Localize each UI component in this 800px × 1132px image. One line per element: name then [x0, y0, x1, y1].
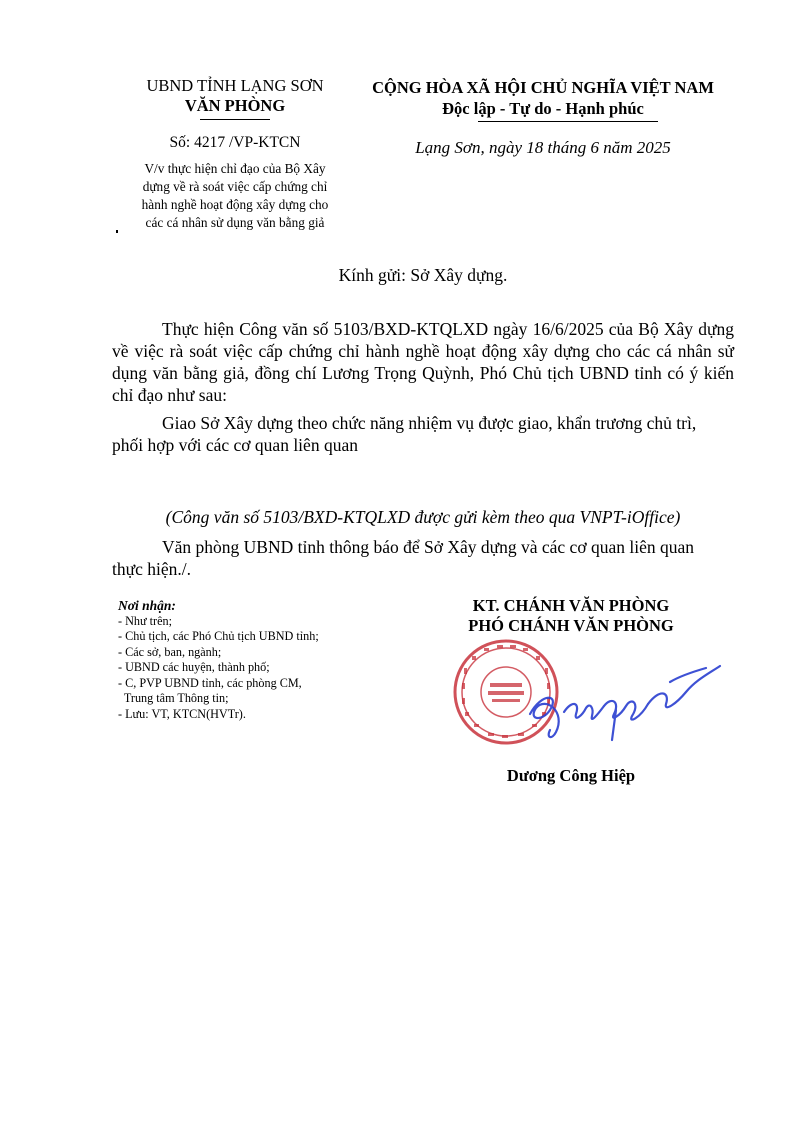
office-name: VĂN PHÒNG [184, 96, 286, 115]
recipient-item: - C, PVP UBND tỉnh, các phòng CM, [118, 675, 302, 690]
redacted-text-area [385, 434, 735, 458]
recipient-item: Trung tâm Thông tin; [118, 691, 229, 705]
salutation: Kính gửi: Sở Xây dựng. [338, 265, 508, 285]
national-motto: Độc lập - Tự do - Hạnh phúc [442, 99, 644, 118]
closing-line2: thực hiện./. [112, 559, 191, 579]
recipient-item: - Chủ tịch, các Phó Chủ tịch UBND tỉnh; [118, 629, 319, 643]
signer-name: Dương Công Hiệp [506, 766, 636, 785]
paragraph-assignment-line2: phối hợp với các cơ quan liên quan [112, 435, 358, 455]
recipient-item: - UBND các huyện, thành phố; [118, 660, 270, 674]
subject-line: các cá nhân sử dụng văn bằng giả [145, 215, 325, 230]
subject-block [110, 160, 360, 232]
recipients-list [118, 598, 319, 722]
recipient-item: - Các sở, ban, ngành; [118, 644, 222, 659]
stray-mark [116, 230, 118, 233]
paragraph-assignment-line1: Giao Sở Xây dựng theo chức năng nhiệm vụ được giao, khẩn trương chủ trì, [162, 413, 697, 433]
paragraph-instruction: Thực hiện Công văn số 5103/BXD-KTQLXD ngày 16/6/2025 của Bộ Xây dựng về việc rà soát việc cấp chứng chỉ hành nghề hoạt động xây dựng cho các cá nhân sử dụng văn bằng giả, đồng chí Lương Trọng Quỳnh, Phó Chủ tịch UBND tỉnh có ý kiến chỉ đạo như sau: [112, 319, 734, 405]
handwritten-signature [520, 652, 730, 752]
subject-line: hành nghề hoạt động xây dựng cho [141, 197, 329, 212]
header-left-underline [200, 119, 270, 120]
signature-title-line1: KT. CHÁNH VĂN PHÒNG [472, 596, 670, 615]
redacted-text-area [112, 456, 412, 460]
place-date: Lạng Sơn, ngày 18 tháng 6 năm 2025 [415, 138, 671, 157]
attachment-note: (Công văn số 5103/BXD-KTQLXD được gửi kèm theo qua VNPT-iOffice) [165, 507, 681, 527]
recipient-item: - Như trên; [118, 613, 172, 628]
document-number: Số: 4217 /VP-KTCN [169, 134, 301, 151]
subject-line: dựng về rà soát việc cấp chứng chỉ [142, 179, 328, 194]
recipients-title: Nơi nhận: [118, 598, 176, 613]
subject-line: V/v thực hiện chỉ đạo của Bộ Xây [144, 161, 326, 176]
agency-name: UBND TỈNH LẠNG SƠN [146, 76, 324, 95]
recipient-item: - Lưu: VT, KTCN(HVTr). [118, 706, 246, 721]
signature-title-line2: PHÓ CHÁNH VĂN PHÒNG [468, 616, 674, 635]
header-right-underline [478, 121, 658, 122]
national-title: CỘNG HÒA XÃ HỘI CHỦ NGHĨA VIỆT NAM [372, 78, 714, 97]
closing-line1: Văn phòng UBND tỉnh thông báo để Sở Xây dựng và các cơ quan liên quan [162, 537, 694, 557]
